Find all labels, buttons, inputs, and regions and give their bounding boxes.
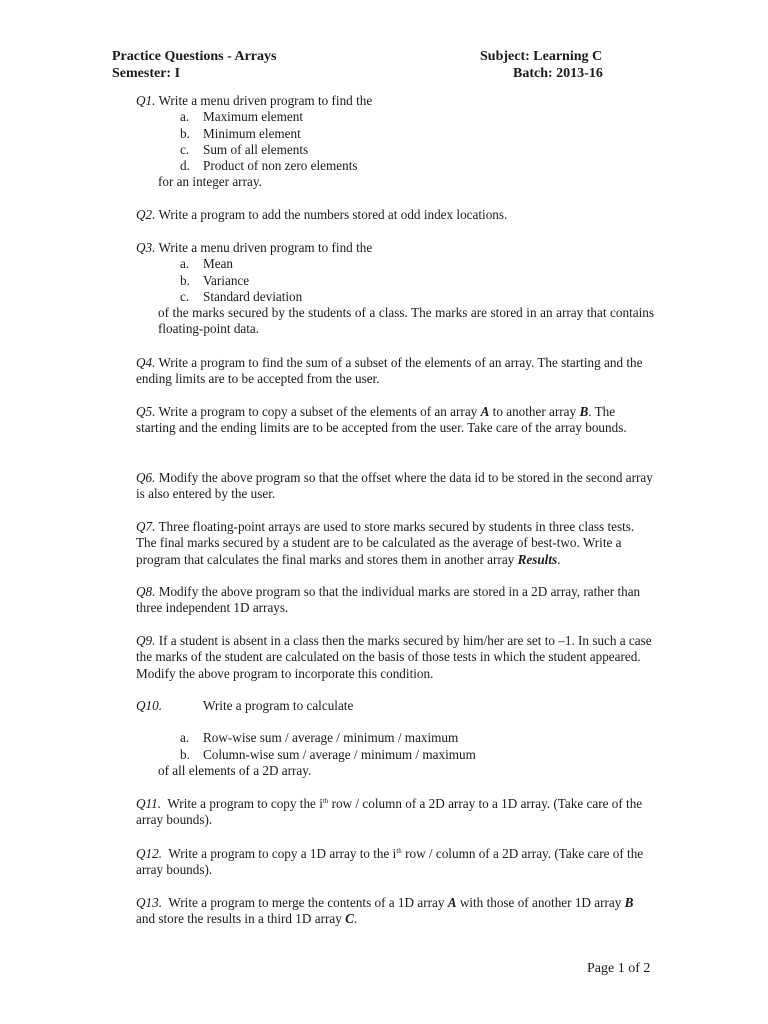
page-number: Page 1 of 2	[587, 961, 651, 976]
list-marker: a.	[180, 730, 190, 746]
question-3	[136, 240, 654, 338]
question-text: Write a menu driven program to find the	[158, 240, 373, 255]
question-number: Q10.	[136, 698, 163, 713]
question-13: Q13. Write a program to merge the contents of a 1D array A with those of another 1D array B and store the results in a third 1D array C.	[136, 895, 634, 927]
list-item-text: Standard deviation	[203, 288, 303, 304]
list-item	[136, 158, 654, 174]
list-item	[136, 126, 654, 142]
question-tail: of the marks secured by the students of a class. The marks are stored in an array that contains floating-point data.	[158, 305, 654, 337]
question-9	[136, 633, 654, 682]
question-number: Q1.	[136, 93, 156, 108]
list-item	[136, 273, 654, 289]
doc-title: Practice Questions - Arrays	[112, 49, 277, 64]
list-item-text: Variance	[203, 272, 250, 288]
list-item-text: Maximum element	[203, 109, 303, 125]
question-number: Q6.	[136, 470, 156, 485]
question-number: Q3.	[136, 240, 156, 255]
question-1	[136, 93, 654, 191]
list-marker: b.	[180, 746, 190, 762]
question-text: Write a program to merge the contents of a 1D array	[168, 895, 445, 910]
question-number: Q4.	[136, 355, 156, 370]
subject-label: Subject: Learning C	[480, 49, 603, 64]
semester-label: Semester: I	[112, 66, 181, 81]
list-marker: b.	[180, 125, 190, 141]
list-item-text: Sum of all elements	[203, 141, 309, 157]
question-text: If a student is absent in a class then the marks secured by him/her are set to –1. In such a case the marks of the student are calculated on the basis of those tests in which the student appeared. Modify the above program to incorporate this condition.	[136, 633, 652, 681]
question-text: Write a program to calculate	[203, 698, 354, 713]
question-2	[136, 207, 654, 223]
question-text: Write a menu driven program to find the	[158, 93, 373, 108]
question-text: Write a program to copy the i	[167, 796, 323, 811]
array-name-b: B	[624, 895, 634, 910]
list-item	[136, 747, 654, 763]
question-4	[136, 355, 654, 388]
list-item-text: Mean	[203, 256, 234, 272]
question-text: Write a program to copy a subset of the elements of an array	[158, 404, 478, 419]
question-7: Q7. Three floating-point arrays are used to store marks secured by students in three class tests. The final marks secured by a student are to be calculated as the average of best-two. Write a program that calculates the final marks and stores them in another array Results.	[136, 519, 635, 567]
question-text: Write a program to find the sum of a subset of the elements of an array. The starting and the ending limits are to be accepted from the user.	[136, 355, 643, 387]
question-number: Q2.	[136, 207, 156, 222]
question-text: Modify the above program so that the offset where the data id to be stored in the second array is also entered by the user.	[136, 470, 653, 502]
question-text: Three floating-point arrays are used to store marks secured by students in three class tests. The final marks secured by a student are to be calculated as the average of best-two. Write a program that calculates the final marks and stores them in another array	[136, 519, 635, 567]
list-marker: a.	[180, 256, 190, 272]
question-number: Q11.	[136, 796, 162, 811]
list-marker: c.	[180, 288, 190, 304]
list-marker: b.	[180, 272, 190, 288]
option-list	[136, 256, 654, 305]
superscript-th: th	[322, 797, 329, 805]
array-name-a: A	[447, 895, 457, 910]
question-number: Q13.	[136, 895, 163, 910]
list-item-text: Column-wise sum / average / minimum / maximum	[203, 746, 476, 762]
list-item-text: Row-wise sum / average / minimum / maximum	[203, 730, 459, 746]
list-item-text: Product of non zero elements	[203, 158, 358, 174]
question-tail: for an integer array.	[158, 174, 262, 190]
question-11: Q11. Write a program to copy the $i^{th}$ row / column of a 2D array to a 1D array. (Take care of the array bounds).	[136, 796, 643, 828]
question-5: Q5. Write a program to copy a subset of the elements of an array A to another array B. The starting and the ending limits are to be accepted from the user. Take care of the array bounds.	[136, 404, 627, 436]
question-8	[136, 584, 654, 617]
question-12: Q12. Write a program to copy a 1D array to the $i^{th}$ row / column of a 2D array. (Take care of the array bounds).	[136, 846, 644, 878]
array-name-results: Results	[517, 551, 558, 567]
array-name-b: B	[579, 404, 589, 419]
array-name-c: C	[345, 911, 354, 927]
array-name-a: A	[480, 404, 490, 419]
list-marker: c.	[180, 141, 190, 157]
list-marker: a.	[180, 109, 190, 125]
list-item	[136, 289, 654, 305]
option-list	[136, 730, 654, 763]
question-number: Q5.	[136, 404, 156, 419]
list-item	[136, 142, 654, 158]
list-marker: d.	[180, 158, 190, 174]
question-tail: of all elements of a 2D array.	[158, 762, 312, 778]
batch-label: Batch: 2013-16	[513, 66, 603, 81]
question-number: Q12.	[136, 846, 163, 861]
list-item-text: Minimum element	[203, 125, 301, 141]
question-text: Write a program to add the numbers stored at odd index locations.	[158, 207, 508, 222]
list-item	[136, 730, 654, 746]
question-number: Q8.	[136, 584, 156, 599]
question-10	[136, 698, 654, 779]
superscript-th: th	[396, 847, 402, 855]
question-6	[136, 470, 654, 503]
option-list	[136, 109, 654, 174]
list-item	[136, 109, 654, 125]
question-number: Q9.	[136, 633, 156, 648]
question-text: Modify the above program so that the individual marks are stored in a 2D array, rather than three independent 1D arrays.	[136, 584, 641, 616]
question-number: Q7.	[136, 519, 156, 534]
question-text: Write a program to copy a 1D array to the i	[168, 846, 397, 861]
list-item	[136, 256, 654, 272]
